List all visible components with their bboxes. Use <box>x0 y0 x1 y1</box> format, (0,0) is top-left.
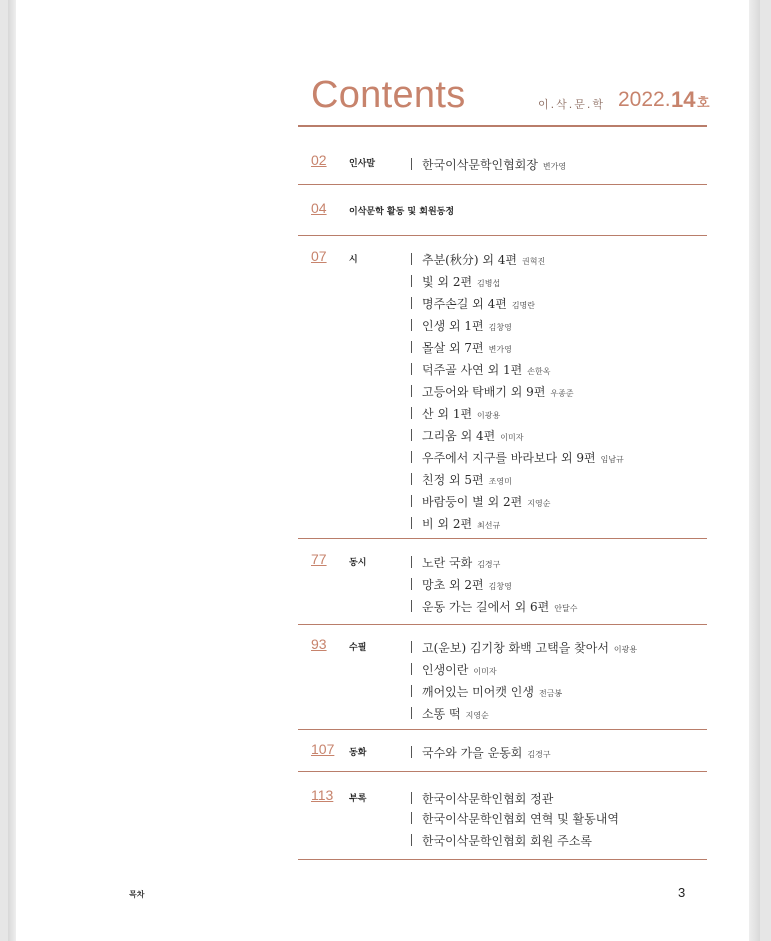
entry-author: 이광용 <box>613 645 638 654</box>
toc-entry[interactable] <box>411 249 545 267</box>
entry-author: 우종준 <box>550 389 574 398</box>
entry-title: 바람둥이 별 외 2편 <box>422 495 523 509</box>
entry-author: 안달수 <box>554 604 578 613</box>
issue-year: 2022. <box>618 88 671 111</box>
entry-divider <box>411 663 412 675</box>
toc-entry[interactable] <box>411 830 592 848</box>
entry-author: 최선규 <box>477 521 501 530</box>
section-divider <box>298 771 707 772</box>
section-divider <box>298 859 707 860</box>
entry-author: 권혁진 <box>522 257 546 266</box>
section-category: 동시 <box>349 558 367 568</box>
toc-entry[interactable] <box>411 513 500 531</box>
entry-title: 추분(秋分) 외 4편 <box>422 253 517 267</box>
entry-title: 인생이란 <box>422 663 469 677</box>
entry-author: 지영순 <box>527 499 551 508</box>
entry-title: 노란 국화 <box>422 556 473 570</box>
entry-author: 김경구 <box>527 750 551 759</box>
toc-entry[interactable] <box>411 447 624 465</box>
entry-author: 임남규 <box>600 455 624 464</box>
section-divider <box>298 235 707 236</box>
header-rule <box>298 125 707 127</box>
entry-title: 소똥 떡 <box>422 707 461 721</box>
entry-divider <box>411 407 412 419</box>
section-category: 시 <box>349 255 358 265</box>
toc-entry[interactable] <box>411 659 497 677</box>
toc-entry[interactable] <box>411 154 566 172</box>
toc-entry[interactable] <box>411 681 562 699</box>
entry-title: 한국이삭문학인협회 회원 주소록 <box>422 834 592 848</box>
contents-header <box>311 72 710 122</box>
section-category: 이삭문학 활동 및 회원동정 <box>349 207 455 217</box>
toc-entry[interactable] <box>411 552 500 570</box>
section-page-link[interactable]: 07 <box>311 248 327 264</box>
entry-author: 변가영 <box>488 345 512 354</box>
toc-entry[interactable] <box>411 381 574 399</box>
entry-author: 이미자 <box>473 667 497 676</box>
entry-divider <box>411 746 412 758</box>
section-page-link[interactable]: 04 <box>311 200 327 216</box>
entry-divider <box>411 275 412 287</box>
entry-divider <box>411 473 412 485</box>
entry-divider <box>411 253 412 265</box>
entry-divider <box>411 495 412 507</box>
toc-entry[interactable] <box>411 574 512 592</box>
section-category: 부록 <box>349 794 367 804</box>
toc-entry[interactable] <box>411 788 553 806</box>
section-divider <box>298 624 707 625</box>
section-page-link[interactable]: 107 <box>311 741 335 757</box>
issue-suffix: 호 <box>697 96 710 111</box>
contents-title: Contents <box>311 74 466 116</box>
entry-author: 김창영 <box>488 582 512 591</box>
toc-entry[interactable] <box>411 808 619 826</box>
section-page-link[interactable]: 113 <box>311 787 334 803</box>
entry-divider <box>411 363 412 375</box>
entry-divider <box>411 578 412 590</box>
entry-divider <box>411 641 412 653</box>
entry-title: 운동 가는 길에서 외 6편 <box>422 600 550 614</box>
entry-divider <box>411 707 412 719</box>
entry-title: 인생 외 1편 <box>422 319 484 333</box>
page-number: 3 <box>678 885 686 900</box>
entry-divider <box>411 812 412 824</box>
entry-title: 고(운보) 김기창 화백 고택을 찾아서 <box>422 641 609 655</box>
entry-title: 한국이삭문학인협회장 <box>422 158 538 172</box>
entry-title: 깨어있는 미어캣 인생 <box>422 685 534 699</box>
section-divider <box>298 184 707 185</box>
section-category: 수필 <box>349 643 367 653</box>
entry-title: 국수와 가을 운동회 <box>422 746 523 760</box>
section-divider <box>298 729 707 730</box>
entry-title: 친정 외 5편 <box>422 473 484 487</box>
entry-divider <box>411 319 412 331</box>
entry-divider <box>411 685 412 697</box>
entry-divider <box>411 385 412 397</box>
toc-entry[interactable] <box>411 359 550 377</box>
toc-entry[interactable] <box>411 271 500 289</box>
entry-title: 그리움 외 4편 <box>422 429 496 443</box>
entry-author: 전금봉 <box>538 689 563 698</box>
entry-title: 몰살 외 7편 <box>422 341 484 355</box>
entry-author: 조영미 <box>488 477 512 486</box>
entry-author: 김병섭 <box>477 279 501 288</box>
entry-divider <box>411 297 412 309</box>
entry-author: 지영순 <box>465 711 489 720</box>
entry-title: 덕주골 사연 외 1편 <box>422 363 523 377</box>
entry-author: 김창영 <box>488 323 512 332</box>
section-divider <box>298 538 707 539</box>
document-page <box>8 0 760 941</box>
page-right-edge <box>749 0 760 941</box>
entry-title: 명주손길 외 4편 <box>422 297 507 311</box>
issue-number: 14 <box>671 87 696 112</box>
entry-author: 김명란 <box>511 301 536 310</box>
entry-author: 김경구 <box>477 560 501 569</box>
entry-title: 망초 외 2편 <box>422 578 484 592</box>
entry-divider <box>411 517 412 529</box>
entry-author: 이미자 <box>500 433 524 442</box>
entry-divider <box>411 600 412 612</box>
entry-divider <box>411 429 412 441</box>
toc-entry[interactable] <box>411 703 489 721</box>
entry-title: 한국이삭문학인협회 연혁 및 활동내역 <box>422 812 619 826</box>
footer-label: 목차 <box>129 890 145 899</box>
toc-entry[interactable] <box>411 742 551 760</box>
entry-divider <box>411 451 412 463</box>
entry-author: 변가영 <box>542 162 567 171</box>
toc-entry[interactable] <box>411 491 550 509</box>
toc-entry[interactable] <box>411 425 523 443</box>
entry-title: 고등어와 탁배기 외 9편 <box>422 385 546 399</box>
entry-title: 우주에서 지구를 바라보다 외 9편 <box>422 451 596 465</box>
entry-author: 손한옥 <box>527 367 551 376</box>
entry-title: 산 외 1편 <box>422 407 473 421</box>
entry-divider <box>411 834 412 846</box>
entry-author: 이광용 <box>477 411 501 420</box>
toc-entry[interactable] <box>411 637 637 655</box>
entry-divider <box>411 792 412 804</box>
toc-entry[interactable] <box>411 315 512 333</box>
section-category: 인사말 <box>349 159 376 169</box>
toc-entry[interactable] <box>411 293 535 311</box>
entry-divider <box>411 341 412 353</box>
entry-title: 한국이삭문학인협회 정관 <box>422 792 554 806</box>
toc-entry[interactable] <box>411 403 500 421</box>
entry-divider <box>411 158 412 170</box>
toc-entry[interactable] <box>411 596 577 614</box>
section-page-link[interactable]: 77 <box>311 551 327 567</box>
entry-title: 비 외 2편 <box>422 517 473 531</box>
magazine-name: 이.삭.문.학 <box>538 98 605 111</box>
toc-entry[interactable] <box>411 337 512 355</box>
toc-entry[interactable] <box>411 469 512 487</box>
page-left-edge <box>8 0 16 941</box>
entry-title: 빛 외 2편 <box>422 275 473 289</box>
section-page-link[interactable]: 93 <box>311 636 327 652</box>
section-category: 동화 <box>349 748 367 758</box>
entry-divider <box>411 556 412 568</box>
section-page-link[interactable]: 02 <box>311 152 327 168</box>
